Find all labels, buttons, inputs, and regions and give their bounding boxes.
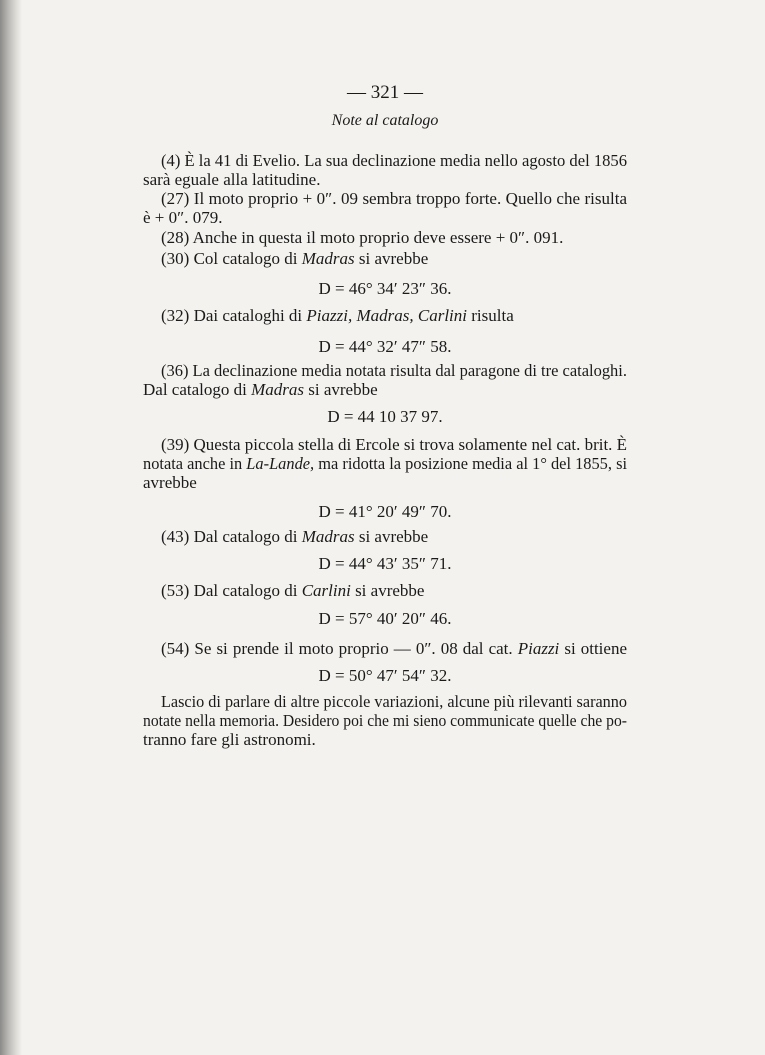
line-content bbox=[327, 408, 442, 426]
text-line bbox=[143, 582, 627, 600]
line-content bbox=[161, 362, 627, 380]
text-segment: D = 41° 20′ 49″ 70. bbox=[318, 502, 452, 521]
formula-line bbox=[143, 408, 627, 426]
italic-text: Piazzi, Madras, Carlini bbox=[306, 306, 467, 325]
text-segment: è + 0″. 079. bbox=[143, 208, 223, 227]
text-line bbox=[143, 455, 627, 473]
text-segment: (39) Questa piccola stella di Ercole si trova solamente nel cat. brit. È bbox=[161, 435, 627, 454]
line-content bbox=[161, 582, 424, 600]
formula-line bbox=[143, 338, 627, 356]
section-heading: Note al catalogo bbox=[331, 112, 439, 129]
text-line bbox=[143, 528, 627, 546]
text-segment: D = 50° 47′ 54″ 32. bbox=[318, 666, 452, 685]
italic-text: La-Lande, bbox=[246, 454, 315, 473]
text-segment: si avrebbe bbox=[354, 527, 429, 546]
line-content bbox=[161, 528, 428, 546]
italic-text: Madras bbox=[301, 527, 355, 546]
text-line bbox=[143, 190, 627, 208]
text-line bbox=[143, 693, 627, 711]
text-segment: si ottiene bbox=[559, 639, 627, 658]
italic-text: Carlini bbox=[301, 581, 351, 600]
italic-text: Madras bbox=[301, 249, 355, 268]
formula-line bbox=[143, 280, 627, 298]
text-segment: (30) Col catalogo di bbox=[161, 249, 302, 268]
text-segment: sarà eguale alla latitudine. bbox=[143, 170, 321, 189]
text-line bbox=[143, 171, 627, 189]
text-line bbox=[143, 436, 627, 454]
text-segment: tranno fare gli astronomi. bbox=[143, 730, 316, 749]
text-segment: risulta bbox=[467, 306, 514, 325]
text-segment: Dal catalogo di bbox=[143, 380, 252, 399]
text-segment: (43) Dal catalogo di bbox=[161, 527, 302, 546]
text-line bbox=[143, 712, 627, 730]
text-segment: (28) Anche in questa il moto proprio deve essere + 0″. 091. bbox=[161, 228, 564, 247]
line-content bbox=[161, 250, 428, 268]
text-line bbox=[143, 229, 627, 247]
text-line bbox=[143, 209, 627, 227]
italic-text: Madras bbox=[251, 380, 305, 399]
formula-line bbox=[143, 503, 627, 521]
line-content bbox=[319, 555, 452, 573]
page-number: — 321 — bbox=[347, 82, 423, 103]
line-content bbox=[143, 381, 378, 399]
text-segment: si avrebbe bbox=[354, 249, 429, 268]
formula-line bbox=[143, 555, 627, 573]
text-segment: D = 44 10 37 97. bbox=[327, 407, 443, 426]
line-content bbox=[143, 712, 627, 730]
text-segment: D = 46° 34′ 23″ 36. bbox=[318, 279, 452, 298]
line-content bbox=[161, 307, 514, 325]
line-content bbox=[143, 171, 320, 189]
line-content bbox=[143, 455, 627, 473]
text-segment: si avrebbe bbox=[304, 380, 378, 399]
text-segment: D = 44° 32′ 47″ 58. bbox=[318, 337, 452, 356]
line-content bbox=[161, 190, 627, 208]
text-segment: notata anche in bbox=[143, 454, 247, 473]
text-line bbox=[143, 731, 627, 749]
text-segment: (32) Dai cataloghi di bbox=[161, 306, 307, 325]
line-content bbox=[161, 152, 627, 170]
text-segment: avrebbe bbox=[143, 473, 197, 492]
text-segment: (4) È la 41 di Evelio. La sua declinazione media nello agosto del 1856 bbox=[161, 151, 627, 170]
line-content bbox=[143, 731, 316, 749]
line-content bbox=[161, 693, 627, 711]
text-segment: notate nella memoria. Desidero poi che mi sieno communicate quelle che po- bbox=[143, 711, 627, 730]
line-content bbox=[319, 280, 452, 298]
text-line bbox=[143, 362, 627, 380]
text-segment: (36) La declinazione media notata risulta dal paragone di tre cataloghi. bbox=[161, 361, 627, 380]
text-segment: ma ridotta la posizione media al 1° del 1855, si bbox=[314, 454, 627, 473]
line-content bbox=[319, 667, 452, 685]
line-content bbox=[161, 436, 627, 454]
text-line bbox=[143, 250, 627, 268]
text-segment: (54) Se si prende il moto proprio — 0″. 08 dal cat. bbox=[161, 639, 518, 658]
text-line bbox=[143, 307, 627, 325]
formula-line bbox=[143, 610, 627, 628]
line-content bbox=[319, 610, 452, 628]
line-content bbox=[319, 503, 452, 521]
text-segment: Lascio di parlare di altre piccole variazioni, alcune più rilevanti saranno bbox=[161, 692, 627, 711]
line-content bbox=[161, 229, 563, 247]
line-content bbox=[143, 209, 222, 227]
text-segment: (27) Il moto proprio + 0″. 09 sembra troppo forte. Quello che risulta bbox=[161, 189, 627, 208]
text-segment: si avrebbe bbox=[350, 581, 425, 600]
text-segment: D = 57° 40′ 20″ 46. bbox=[318, 609, 452, 628]
line-content bbox=[143, 474, 197, 492]
text-line bbox=[143, 152, 627, 170]
text-segment: (53) Dal catalogo di bbox=[161, 581, 302, 600]
text-segment: D = 44° 43′ 35″ 71. bbox=[318, 554, 452, 573]
formula-line bbox=[143, 667, 627, 685]
text-line bbox=[143, 474, 627, 492]
italic-text: Piazzi bbox=[517, 639, 560, 658]
text-line bbox=[143, 381, 627, 399]
line-content bbox=[161, 640, 627, 658]
line-content bbox=[319, 338, 452, 356]
text-line bbox=[143, 640, 627, 658]
